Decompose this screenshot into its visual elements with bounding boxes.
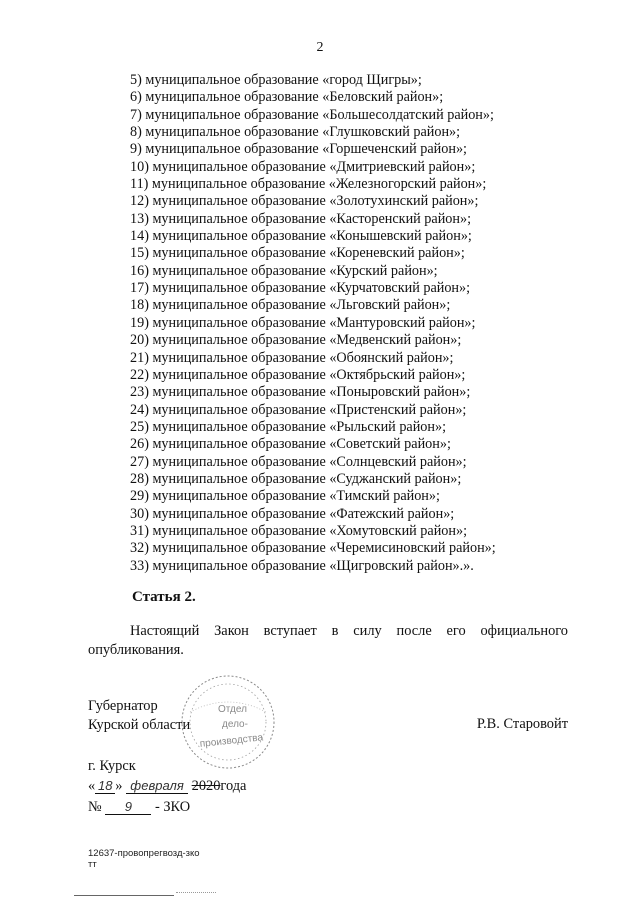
footer-code — [88, 848, 200, 870]
place: г. Курск — [88, 758, 136, 774]
footer-rule — [74, 895, 174, 896]
list-item: 16) муниципальное образование «Курский район»; — [130, 262, 438, 279]
list-item: 7) муниципальное образование «Большесолдатский район»; — [130, 106, 494, 123]
list-item: 6) муниципальное образование «Беловский район»; — [130, 89, 444, 106]
list-item: 10) муниципальное образование «Дмитриевский район»; — [130, 158, 476, 175]
date-close-quote: » — [115, 778, 123, 794]
list-item: 17) муниципальное образование «Курчатовский район»; — [130, 280, 471, 297]
date-year: 2020 — [191, 778, 221, 794]
list-item: 18) муниципальное образование «Льговский район»; — [130, 297, 451, 314]
footer-initials: тт — [88, 859, 97, 870]
list-item: 8) муниципальное образование «Глушковский район»; — [130, 124, 461, 141]
footer-dots — [176, 892, 216, 893]
page-number: 2 — [316, 40, 324, 55]
list-item: 9) муниципальное образование «Горшеченский район»; — [130, 141, 467, 158]
stamp-line-2: дело- — [222, 719, 248, 730]
stamp-line-1: Отдел — [218, 704, 247, 715]
list-item: 11) муниципальное образование «Железногорский район»; — [130, 176, 487, 193]
date-day: 18 — [95, 778, 115, 794]
signatory-title — [88, 697, 190, 735]
signatory-title-line-2: Курской области — [88, 717, 191, 733]
list-item: 21) муниципальное образование «Обоянский район»; — [130, 349, 454, 366]
list-item: 28) муниципальное образование «Суджанский район»; — [130, 470, 462, 487]
municipality-list — [130, 72, 496, 575]
list-item: 29) муниципальное образование «Тимский район»; — [130, 488, 440, 505]
list-item: 31) муниципальное образование «Хомутовский район»; — [130, 522, 468, 539]
list-item: 25) муниципальное образование «Рыльский район»; — [130, 418, 447, 435]
adoption-date — [88, 778, 246, 795]
article-text: Настоящий Закон вступает в силу после его официального опубликования. — [88, 623, 568, 658]
list-item: 22) муниципальное образование «Октябрьский район»; — [130, 366, 466, 383]
date-month: февраля — [126, 778, 188, 794]
list-item: 15) муниципальное образование «Кореневский район»; — [130, 245, 465, 262]
list-item: 33) муниципальное образование «Щигровский район».». — [130, 557, 474, 574]
list-item: 14) муниципальное образование «Конышевский район»; — [130, 228, 472, 245]
list-item: 13) муниципальное образование «Касторенский район»; — [130, 210, 472, 227]
list-item: 30) муниципальное образование «Фатежский район»; — [130, 505, 455, 522]
list-item: 27) муниципальное образование «Солнцевский район»; — [130, 453, 467, 470]
date-open-quote: « — [88, 778, 96, 794]
list-item: 19) муниципальное образование «Мантуровский район»; — [130, 314, 476, 331]
number-suffix: - ЗКО — [154, 799, 191, 815]
number-prefix: № — [88, 799, 102, 815]
list-item: 12) муниципальное образование «Золотухинский район»; — [130, 193, 479, 210]
number-value: 9 — [105, 799, 151, 815]
law-number — [88, 799, 190, 816]
list-item: 26) муниципальное образование «Советский район»; — [130, 436, 451, 453]
footer-code-line: 12637-провопрегвозд-зко — [88, 848, 200, 859]
date-suffix: года — [220, 778, 247, 794]
list-item: 23) муниципальное образование «Поныровский район»; — [130, 384, 471, 401]
signatory-title-line-1: Губернатор — [88, 698, 158, 714]
list-item: 24) муниципальное образование «Пристенский район»; — [130, 401, 467, 418]
list-item: 5) муниципальное образование «город Щигры»; — [130, 72, 422, 88]
list-item: 32) муниципальное образование «Черемисиновский район»; — [130, 540, 496, 557]
stamp-line-3: производства — [199, 732, 264, 750]
signatory-name: Р.В. Старовойт — [476, 716, 568, 732]
article-title: Статья 2. — [132, 589, 196, 605]
list-item: 20) муниципальное образование «Медвенский район»; — [130, 332, 462, 349]
